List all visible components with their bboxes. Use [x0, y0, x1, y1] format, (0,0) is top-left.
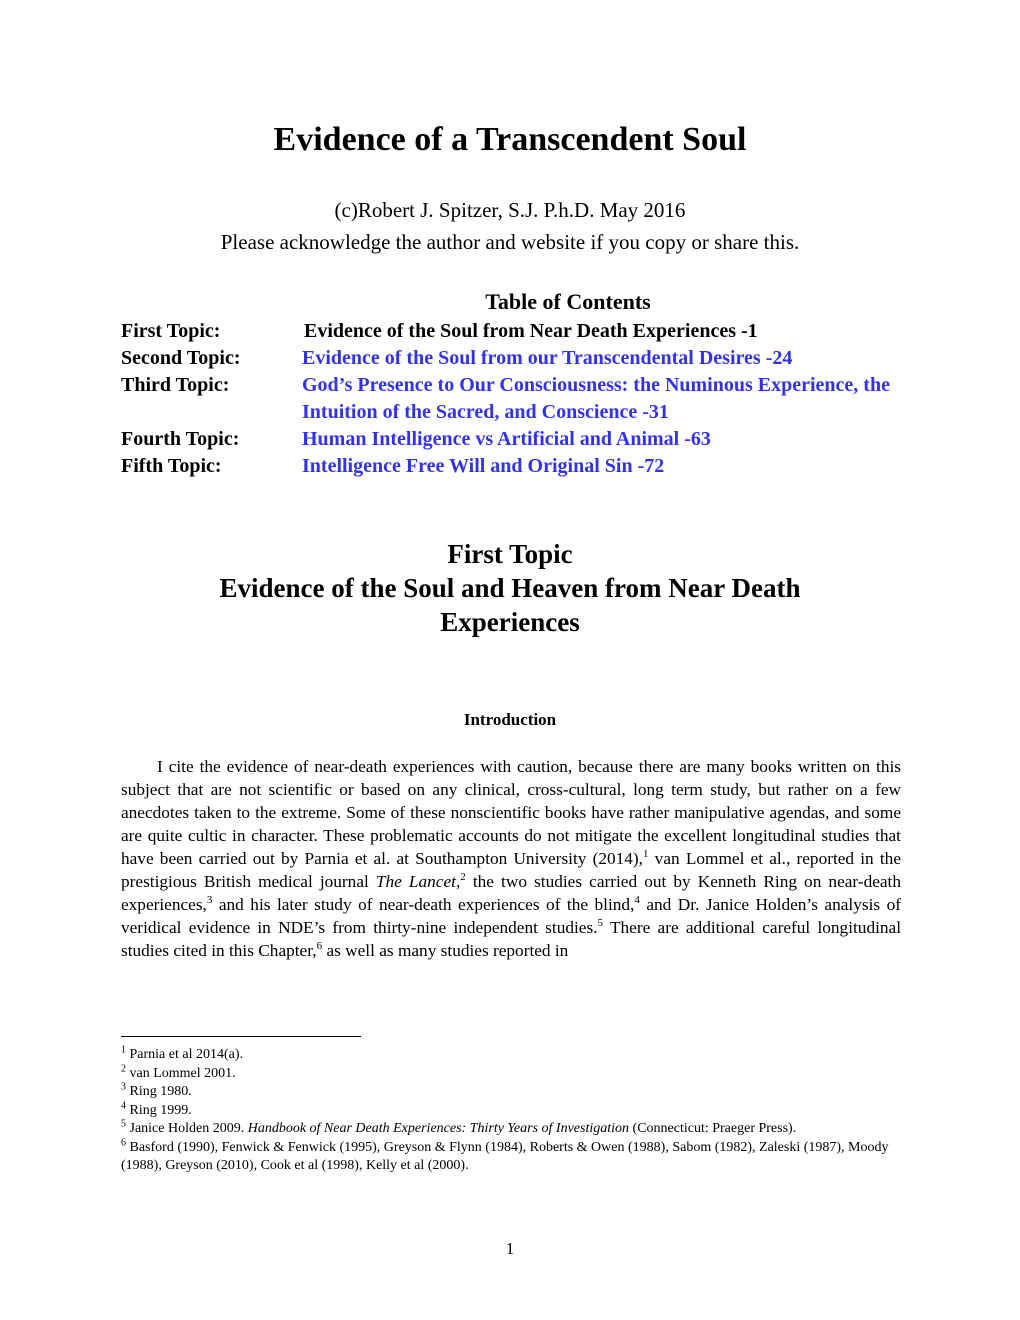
- toc-link[interactable]: Evidence of the Soul from Near Death Experiences -1: [304, 320, 758, 342]
- footnote-number: 3: [121, 1081, 126, 1093]
- body-paragraph: [121, 755, 901, 962]
- footnote-ref[interactable]: 4: [634, 894, 640, 907]
- toc-entry-fifth[interactable]: [121, 453, 911, 480]
- table-of-contents: [121, 318, 911, 480]
- toc-link[interactable]: Evidence of the Soul from our Transcendental Desires -24: [302, 347, 793, 369]
- footnote: [121, 1099, 901, 1121]
- toc-link[interactable]: Human Intelligence vs Artificial and Animal -63: [302, 428, 711, 450]
- footnote-ref[interactable]: 3: [206, 894, 213, 907]
- toc-entry-fourth[interactable]: [121, 426, 911, 453]
- footnote-text: (Connecticut: Praeger Press).: [629, 1121, 797, 1136]
- footnote-ref[interactable]: 2: [460, 871, 466, 884]
- footnote-text: Janice Holden 2009.: [126, 1121, 248, 1136]
- section-title-line-2: Evidence of the Soul and Heaven from Near Death: [219, 573, 801, 603]
- introduction-heading: Introduction: [463, 710, 557, 729]
- body-text: I cite the evidence of near-death experiences with caution, because there are many books written on this subject that are not scientific or based on any clinical, cross-cultural, long term study, but rather on a few anecdotes taken to the extreme. Some of these nonscientific books have rather manipulative agendas, and some are quite cultic in character. These problematic accounts do not mitigate the excellent longitudinal studies that have been carried out by Parnia et al. at Southampton University (2014),: [121, 757, 901, 868]
- page-number: 1: [505, 1239, 515, 1258]
- toc-entry-first[interactable]: [121, 318, 911, 345]
- footnote: [121, 1046, 901, 1065]
- footnote-number: 2: [121, 1062, 126, 1074]
- author-line: (c)Robert J. Spitzer, S.J. P.h.D. May 2016: [334, 198, 686, 222]
- footnote: [121, 1120, 901, 1139]
- toc-label: Third Topic:: [121, 374, 230, 396]
- toc-label: Second Topic:: [121, 347, 241, 369]
- footnote-ref[interactable]: 1: [643, 848, 649, 861]
- section-title-line-3: Experiences: [440, 607, 580, 637]
- page-title: Evidence of a Transcendent Soul: [273, 121, 747, 158]
- toc-label: First Topic:: [121, 320, 221, 342]
- footnote-text: Parnia et al 2014(a).: [126, 1047, 244, 1062]
- toc-link[interactable]: Intelligence Free Will and Original Sin -72: [302, 455, 665, 477]
- toc-heading: Table of Contents: [485, 289, 651, 314]
- footnote-ref[interactable]: 6: [316, 940, 323, 953]
- footnote-book-title: Handbook of Near Death Experiences: Thirty Years of Investigation: [247, 1121, 630, 1136]
- footnote-divider: [121, 1036, 361, 1037]
- acknowledge-line: Please acknowledge the author and website if you copy or share this.: [220, 230, 800, 254]
- footnote-text: van Lommel 2001.: [126, 1065, 236, 1081]
- footnote: [121, 1136, 901, 1176]
- footnote-number: 6: [121, 1136, 126, 1148]
- body-text: and his later study of near-death experiences of the blind,: [212, 895, 635, 914]
- footnotes: [121, 1046, 901, 1176]
- footnote-number: 4: [121, 1099, 126, 1111]
- toc-link[interactable]: God’s Presence to Our Consciousness: the Numinous Experience, the Intuition of the Sacred, and Conscience -31: [302, 374, 890, 423]
- body-text: There are additional careful longitudinal studies cited in this Chapter,: [121, 918, 901, 960]
- footnote: [121, 1083, 901, 1102]
- body-text: and Dr. Janice Holden’s analysis of veridical evidence in NDE’s from thirty-nine independent studies.: [121, 895, 901, 937]
- journal-title: The Lancet: [375, 872, 456, 891]
- body-text: ,: [455, 872, 461, 891]
- body-text: van Lommel et al., reported in the prestigious British medical journal: [121, 849, 901, 891]
- footnote: [121, 1062, 901, 1084]
- toc-entry-third[interactable]: [121, 372, 911, 426]
- footnote-text: Ring 1999.: [126, 1102, 192, 1118]
- footnote-ref[interactable]: 5: [597, 917, 604, 930]
- footnote-number: 1: [121, 1044, 126, 1056]
- section-title-line-1: First Topic: [447, 539, 573, 569]
- toc-label: Fourth Topic:: [121, 428, 240, 450]
- body-text: the two studies carried out by Kenneth Ring on near-death experiences,: [121, 872, 901, 914]
- footnote-number: 5: [121, 1118, 126, 1130]
- body-text: as well as many studies reported in: [322, 941, 569, 960]
- footnote-text: Ring 1980.: [126, 1084, 192, 1099]
- footnote-text: Basford (1990), Fenwick & Fenwick (1995), Greyson & Flynn (1984), Roberts & Owen (1988), Sabom (1982), Zaleski (1987), Moody (1988), Greyson (2010), Cook et al (1998), Kelly et al (2000).: [121, 1139, 889, 1173]
- toc-label: Fifth Topic:: [121, 455, 222, 477]
- toc-entry-second[interactable]: [121, 345, 911, 372]
